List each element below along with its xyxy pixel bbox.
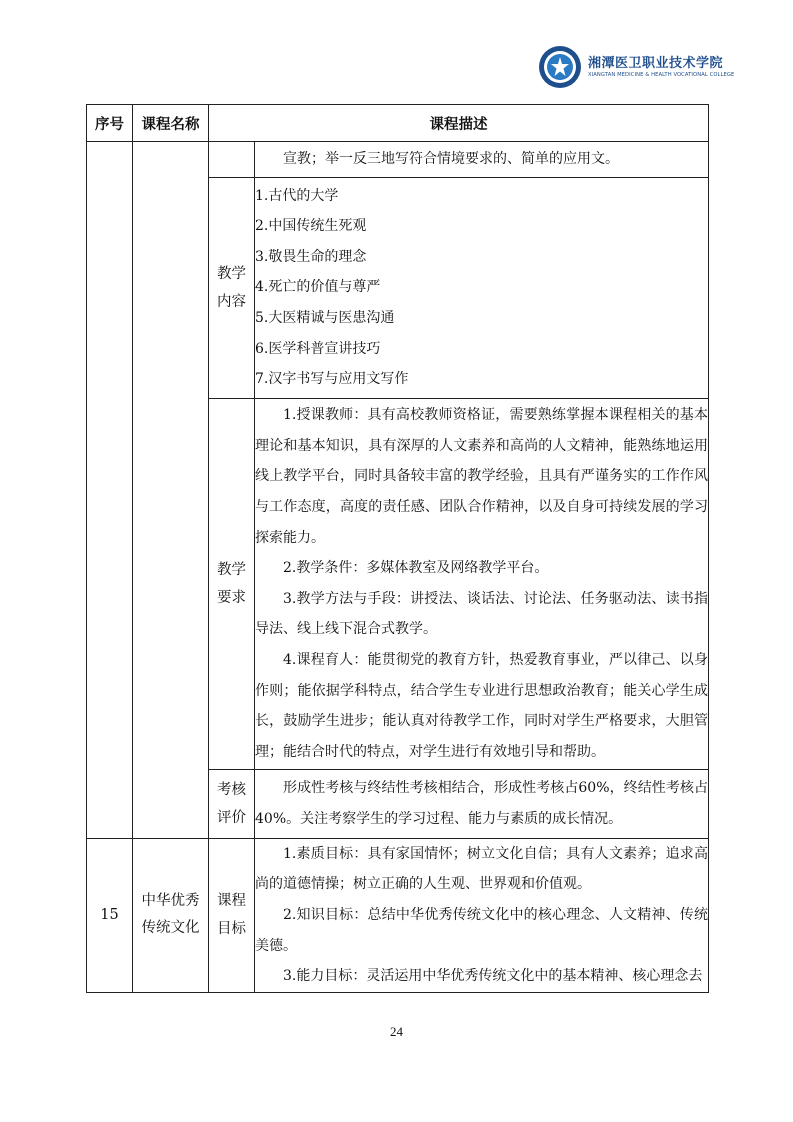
list-item: 6.医学科普宣讲技巧 <box>255 340 381 357</box>
continued-text: 宣教；举一反三地写符合情境要求的、简单的应用文。 <box>255 142 709 178</box>
page-number: 24 <box>390 1024 403 1039</box>
teaching-requirements-text <box>255 398 709 769</box>
course-no: 15 <box>87 838 133 992</box>
college-name-cn: 湘潭医卫职业技术学院 <box>588 56 724 71</box>
label-line-1: 教学 <box>217 265 246 282</box>
paragraph: 3.教学方法与手段：讲授法、谈话法、讨论法、任务驱动法、读书指导法、线上线下混合式教学。 <box>255 590 708 638</box>
course-name-line-1: 中华优秀 <box>141 893 200 910</box>
label-line-1: 课程 <box>217 893 246 910</box>
teaching-content-list <box>255 177 709 398</box>
paragraph: 1.授课教师：具有高校教师资格证，需要熟练掌握本课程相关的基本理论和基本知识，具有深厚的人文素养和高尚的人文精神，能熟练地运用线上教学平台，同时具备较丰富的教学经验，且具有严谨务实的工作作风与工作态度，高度的责任感、团队合作精神，以及自身可持续发展的学习探索能力。 <box>255 407 708 546</box>
label-line-1: 考核 <box>217 781 246 798</box>
prev-course-no-cell <box>87 142 133 839</box>
course-table <box>86 104 709 993</box>
paragraph: 2.教学条件：多媒体教室及网络教学平台。 <box>283 560 549 577</box>
label-line-2: 要求 <box>217 589 246 606</box>
label-line-2: 评价 <box>217 809 246 826</box>
header-no: 序号 <box>87 105 133 142</box>
assessment-text: 形成性考核与终结性考核相结合，形成性考核占60%，终结性考核占40%。关注考察学生的学习过程、能力与素质的成长情况。 <box>255 769 709 838</box>
table-header-row <box>87 105 709 142</box>
paragraph: 2.知识目标：总结中华优秀传统文化中的核心理念、人文精神、传统美德。 <box>255 906 708 954</box>
college-logo <box>538 44 735 94</box>
label-line-2: 内容 <box>217 293 246 310</box>
table-row <box>87 142 709 178</box>
list-item: 7.汉字书写与应用文写作 <box>255 371 409 388</box>
college-name-en: XIANGTAN MEDICINE & HEALTH VOCATIONAL COLLEGE <box>588 72 735 78</box>
paragraph: 3.能力目标：灵活运用中华优秀传统文化中的基本精神、核心理念去 <box>283 968 703 985</box>
continued-label-cell <box>209 142 255 178</box>
prev-course-name-cell <box>133 142 209 839</box>
list-item: 5.大医精诚与医患沟通 <box>255 309 395 326</box>
paragraph: 4.课程育人：能贯彻党的教育方针，热爱教育事业，严以律己、以身作则；能依据学科特点，结合学生专业进行思想政治教育；能关心学生成长，鼓励学生进步；能认真对待教学工作，同时对学生严格要求，大胆管理；能结合时代的特点，对学生进行有效地引导和帮助。 <box>255 651 708 760</box>
label-line-2: 目标 <box>217 921 246 938</box>
assessment-label <box>209 769 255 838</box>
header-course-desc: 课程描述 <box>209 105 709 142</box>
list-item: 1.古代的大学 <box>255 187 339 204</box>
teaching-requirements-label <box>209 398 255 769</box>
college-emblem-icon <box>538 45 582 89</box>
table-row <box>87 838 709 992</box>
list-item: 3.敬畏生命的理念 <box>255 248 367 265</box>
teaching-content-label <box>209 177 255 398</box>
course-name-line-2: 传统文化 <box>141 920 200 937</box>
paragraph: 1.素质目标：具有家国情怀；树立文化自信；具有人文素养；追求高尚的道德情操；树立正确的人生观、世界观和价值观。 <box>255 845 708 893</box>
list-item: 4.死亡的价值与尊严 <box>255 279 381 296</box>
course-name <box>133 838 209 992</box>
header-course-name: 课程名称 <box>133 105 209 142</box>
list-item: 2.中国传统生死观 <box>255 218 367 235</box>
course-goals-label <box>209 838 255 992</box>
course-goals-text <box>255 838 709 992</box>
label-line-1: 教学 <box>217 561 246 578</box>
